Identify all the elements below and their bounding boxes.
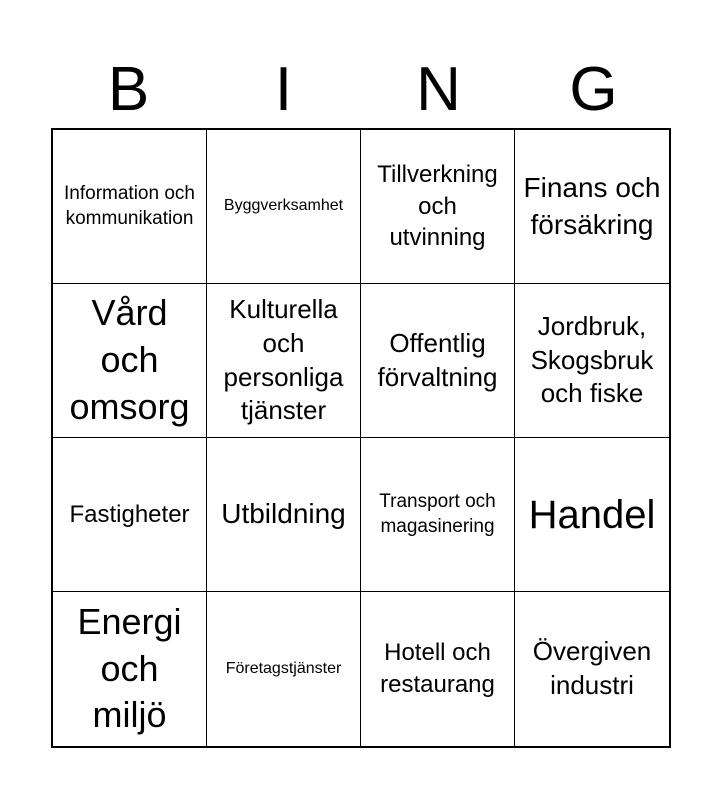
cell-label: Fastigheter <box>69 500 190 528</box>
cell-label: Byggverksamhet <box>223 197 344 215</box>
bingo-cell[interactable] <box>515 284 669 438</box>
header-letter-g: G <box>569 55 618 124</box>
bingo-cell[interactable] <box>515 130 669 284</box>
bingo-cell[interactable] <box>361 592 515 746</box>
bingo-cell[interactable] <box>207 284 361 438</box>
bingo-cell[interactable] <box>515 438 669 592</box>
cell-label: Information och kommunikation <box>64 182 195 229</box>
cell-label: Finans och försäkring <box>523 172 661 240</box>
bingo-cell[interactable] <box>361 438 515 592</box>
bingo-cell[interactable] <box>53 130 207 284</box>
cell-label: Jordbruk, Skogsbruk och fiske <box>530 310 654 409</box>
cell-label: Tillverkning och utvinning <box>377 160 498 252</box>
bingo-cell[interactable] <box>361 130 515 284</box>
bingo-grid <box>51 128 671 748</box>
cell-label: Kulturella och personliga tjänster <box>223 293 344 426</box>
bingo-cell[interactable] <box>207 130 361 284</box>
header-letter-i: I <box>274 55 293 124</box>
cell-label: Energi och miljö <box>77 600 182 736</box>
bingo-cell[interactable] <box>207 592 361 746</box>
bingo-header <box>51 52 671 128</box>
header-letter-b: B <box>107 55 150 124</box>
cell-label: Utbildning <box>221 498 346 530</box>
bingo-cell[interactable] <box>361 284 515 438</box>
cell-label: Handel <box>528 492 656 537</box>
bingo-cell[interactable] <box>515 592 669 746</box>
cell-label: Offentlig förvaltning <box>377 327 498 392</box>
bingo-cell[interactable] <box>53 284 207 438</box>
bingo-cell[interactable] <box>53 592 207 746</box>
bingo-cell[interactable] <box>53 438 207 592</box>
cell-label: Transport och magasinering <box>379 490 496 537</box>
cell-label: Övergiven industri <box>532 636 652 700</box>
cell-label: Företagstjänster <box>225 659 342 677</box>
cell-label: Vård och omsorg <box>69 292 190 427</box>
cell-label: Hotell och restaurang <box>380 639 495 698</box>
bingo-cell[interactable] <box>207 438 361 592</box>
header-letter-n: N <box>416 55 461 124</box>
